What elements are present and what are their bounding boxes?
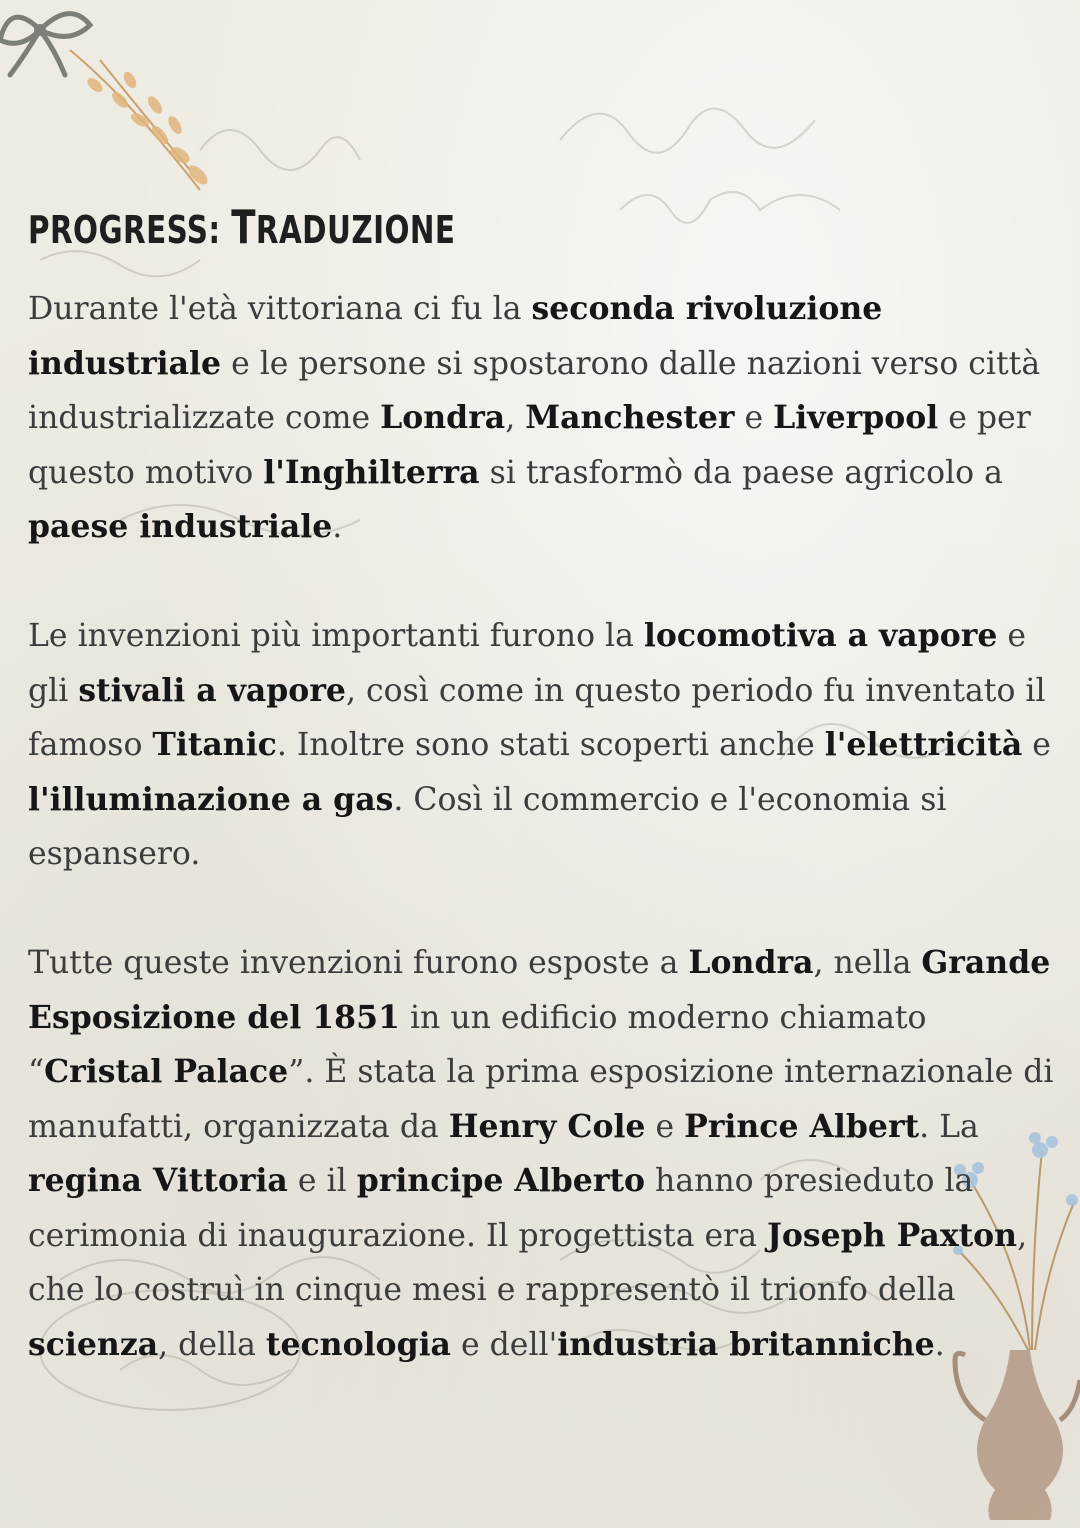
paragraph-2 xyxy=(28,609,1058,882)
text-segment: hanno presieduto la cerimonia di inaugurazione. Il progettista era xyxy=(28,1163,974,1254)
text-segment: , che lo costruì in cinque mesi e rappresentò il trionfo della xyxy=(28,1217,1028,1308)
bold-term: Liverpool xyxy=(773,399,939,436)
paragraph-3 xyxy=(28,936,1058,1372)
bold-term: principe Alberto xyxy=(356,1162,646,1199)
bold-term: Londra xyxy=(380,399,506,436)
text-segment: Tutte queste invenzioni furono esposte a xyxy=(28,945,689,981)
title-prefix: PROGRESS: xyxy=(28,208,232,252)
text-segment: si trasformò da paese agricolo a xyxy=(479,454,1003,491)
text-segment: ”. È stata la prima esposizione internazionale di manufatti, organizzata da xyxy=(28,1054,1054,1145)
text-segment: e xyxy=(1022,727,1051,763)
text-segment: . Inoltre sono stati scoperti anche xyxy=(276,727,825,763)
text-segment: e gli xyxy=(28,618,1027,709)
page-title xyxy=(28,200,455,254)
text-segment: . La xyxy=(919,1108,979,1145)
bold-term: seconda rivoluzione industriale xyxy=(28,290,883,382)
bold-term: Joseph Paxton xyxy=(767,1216,1018,1254)
bold-term: Prince Albert xyxy=(684,1107,920,1145)
bold-term: industria britanniche xyxy=(557,1325,935,1363)
bold-term: stivali a vapore xyxy=(78,671,346,709)
text-segment: e per questo motivo xyxy=(28,400,1031,491)
text-segment: . xyxy=(332,509,343,545)
bold-term: Grande Esposizione del 1851 xyxy=(28,944,1051,1036)
bold-term: l'Inghilterra xyxy=(263,453,480,491)
bold-term: Cristal Palace xyxy=(44,1053,289,1090)
text-segment: . Così il commercio e l'economia si espansero. xyxy=(28,781,947,872)
bold-term: regina Vittoria xyxy=(28,1162,288,1199)
text-segment: , così come in questo periodo fu inventato il famoso xyxy=(28,672,1046,763)
bold-term: Titanic xyxy=(152,726,277,763)
title-main-rest: RADUZIONE xyxy=(255,208,456,252)
title-main-initial: T xyxy=(231,200,256,254)
text-segment: e le persone si spostarono dalle nazioni verso città industrializzate come xyxy=(28,345,1041,436)
bold-term: paese industriale xyxy=(28,508,333,545)
bold-term: Londra xyxy=(688,944,814,981)
text-segment: in un edificio moderno chiamato “ xyxy=(28,999,927,1090)
wheat-sprig-icon xyxy=(60,40,230,210)
text-segment: , xyxy=(505,400,526,436)
text-segment: Le invenzioni più importanti furono la xyxy=(28,618,644,654)
body-text xyxy=(28,282,1058,1427)
text-segment: e dell' xyxy=(450,1326,558,1363)
text-segment: , nella xyxy=(813,945,922,981)
bold-term: l'illuminazione a gas xyxy=(28,780,394,818)
paragraph-1 xyxy=(28,282,1058,555)
text-segment: , della xyxy=(158,1326,266,1363)
text-segment: e xyxy=(645,1108,685,1145)
bold-term: tecnologia xyxy=(265,1325,451,1363)
bold-term: scienza xyxy=(28,1325,159,1363)
bold-term: Henry Cole xyxy=(448,1107,646,1145)
text-segment: Durante l'età vittoriana ci fu la xyxy=(28,291,532,327)
text-segment: e il xyxy=(287,1163,357,1199)
bold-term: Manchester xyxy=(525,399,735,436)
bold-term: locomotiva a vapore xyxy=(643,617,998,654)
text-segment: . xyxy=(934,1326,945,1363)
text-segment: e xyxy=(734,400,774,436)
bold-term: l'elettricità xyxy=(824,726,1023,763)
